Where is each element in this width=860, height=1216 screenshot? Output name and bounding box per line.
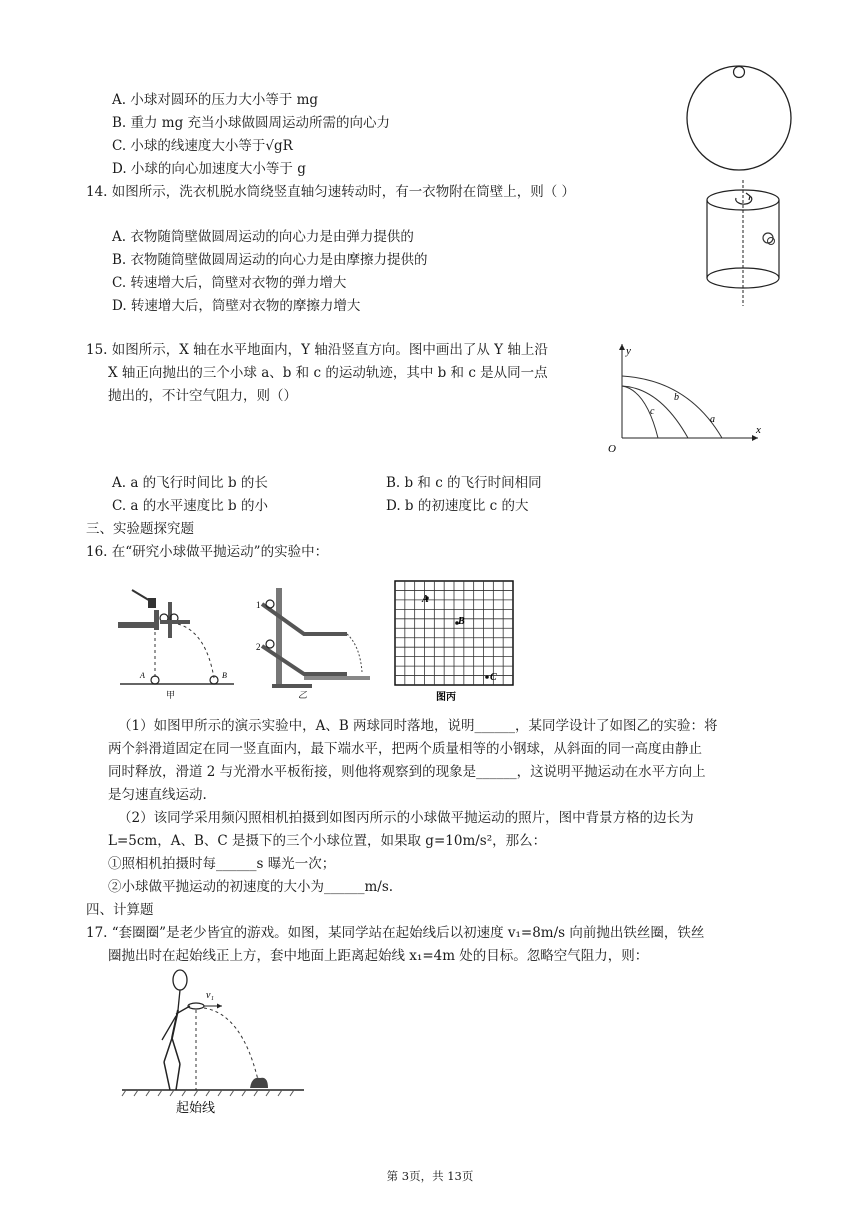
velocity-label: v₁ — [206, 990, 214, 1001]
page-footer: 第 3页，共 13页 — [386, 1169, 474, 1183]
q15-stem-line-1: 15. 如图所示，X 轴在水平地面内，Y 轴沿竖直方向。图中画出了从 Y 轴上沿 — [86, 342, 548, 358]
q13-option-b: B. 重力 mg 充当小球做圆周运动所需的向心力 — [112, 115, 391, 131]
start-line-label: 起始线 — [176, 1100, 216, 1115]
q14-option-a: A. 衣物随筒壁做圆周运动的向心力是由弹力提供的 — [112, 229, 414, 245]
q14-stem: 14. 如图所示，洗衣机脱水筒绕竖直轴匀速转动时，有一衣物附在筒壁上，则（ ） — [86, 184, 576, 200]
jia-ball-b-label: B — [222, 671, 227, 680]
trajectory-figure — [598, 338, 768, 456]
q13-option-d: D. 小球的向心加速度大小等于 g — [112, 161, 306, 177]
q16-part1-line-2: 两个斜滑道固定在同一竖直面内，最下端水平，把两个质量相等的小钢球，从斜面的同一高度由静止 — [108, 741, 702, 757]
q13-option-a: A. 小球对圆环的压力大小等于 mg — [112, 92, 319, 108]
curve-a-label: a — [710, 414, 715, 425]
grid-point-c-label: C — [490, 672, 497, 683]
q16-part1-line-3: 同时释放，滑道 2 与光滑水平板衔接，则他将观察到的现象是______，这说明平抛运动在水平方向上 — [108, 764, 706, 780]
ring-figure — [683, 62, 795, 174]
q15-option-c: C. a 的水平速度比 b 的小 — [112, 498, 268, 514]
figure-bing-grid — [394, 580, 516, 706]
q15-option-a: A. a 的飞行时间比 b 的长 — [112, 475, 268, 491]
track-1-label: 1 — [256, 600, 261, 610]
x-axis-label: x — [756, 424, 761, 436]
q14-option-d: D. 转速增大后，筒壁对衣物的摩擦力增大 — [112, 298, 361, 314]
q16-part2-line-2: L=5cm，A、B、C 是摄下的三个小球位置，如果取 g=10m/s²，那么： — [108, 833, 547, 849]
q16-part2-line-4: ②小球做平抛运动的初速度的大小为______m/s. — [108, 879, 394, 895]
figure-yi — [252, 586, 372, 700]
q15-stem-line-3: 抛出的，不计空气阻力，则（） — [108, 388, 297, 404]
grid-point-a-label: A — [422, 594, 429, 605]
q16-part2-line-1: （2）该同学采用频闪照相机拍摄到如图丙所示的小球做平抛运动的照片，图中背景方格的边长为 — [118, 810, 694, 826]
q15-stem-line-2: X 轴正向抛出的三个小球 a、b 和 c 的运动轨迹，其中 b 和 c 是从同一点 — [108, 365, 548, 381]
ring-toss-figure — [118, 966, 308, 1116]
q16-part1-line-4: 是匀速直线运动. — [108, 787, 207, 803]
q15-option-b: B. b 和 c 的飞行时间相同 — [386, 475, 542, 491]
q14-option-b: B. 衣物随筒壁做圆周运动的向心力是由摩擦力提供的 — [112, 252, 428, 268]
yi-caption: 乙 — [298, 690, 308, 700]
section-3-heading: 三、实验题探究题 — [86, 521, 194, 537]
q16-part2-line-3: ①照相机拍摄时每______s 曝光一次； — [108, 856, 336, 872]
q14-option-c: C. 转速增大后，筒壁对衣物的弹力增大 — [112, 275, 347, 291]
q17-stem-line-1: 17. “套圈圈”是老少皆宜的游戏。如图，某同学站在起始线后以初速度 v₁=8m/s 向前抛出铁丝圈，铁丝 — [86, 925, 705, 941]
q17-stem-line-2: 圈抛出时在起始线正上方，套中地面上距离起始线 x₁=4m 处的目标。忽略空气阻力，则： — [108, 948, 649, 964]
figure-jia — [110, 580, 240, 700]
track-2-label: 2 — [256, 642, 261, 652]
jia-ball-a-label: A — [140, 671, 145, 680]
q13-option-c: C. 小球的线速度大小等于√gR — [112, 138, 293, 154]
curve-b-label: b — [674, 392, 679, 403]
grid-point-b-label: B — [458, 616, 465, 627]
origin-label: O — [608, 443, 616, 455]
q16-part1-line-1: （1）如图甲所示的演示实验中，A、B 两球同时落地，说明______，某同学设计了如图乙的实验：将 — [118, 718, 718, 734]
bing-caption: 图丙 — [436, 692, 456, 703]
y-axis-label: y — [626, 345, 631, 357]
q16-stem: 16. 在“研究小球做平抛运动”的实验中： — [86, 544, 329, 560]
q15-option-d: D. b 的初速度比 c 的大 — [386, 498, 529, 514]
spin-drum-figure — [700, 178, 790, 308]
section-4-heading: 四、计算题 — [86, 902, 154, 918]
curve-c-label: c — [650, 406, 655, 417]
jia-caption: 甲 — [166, 690, 176, 700]
